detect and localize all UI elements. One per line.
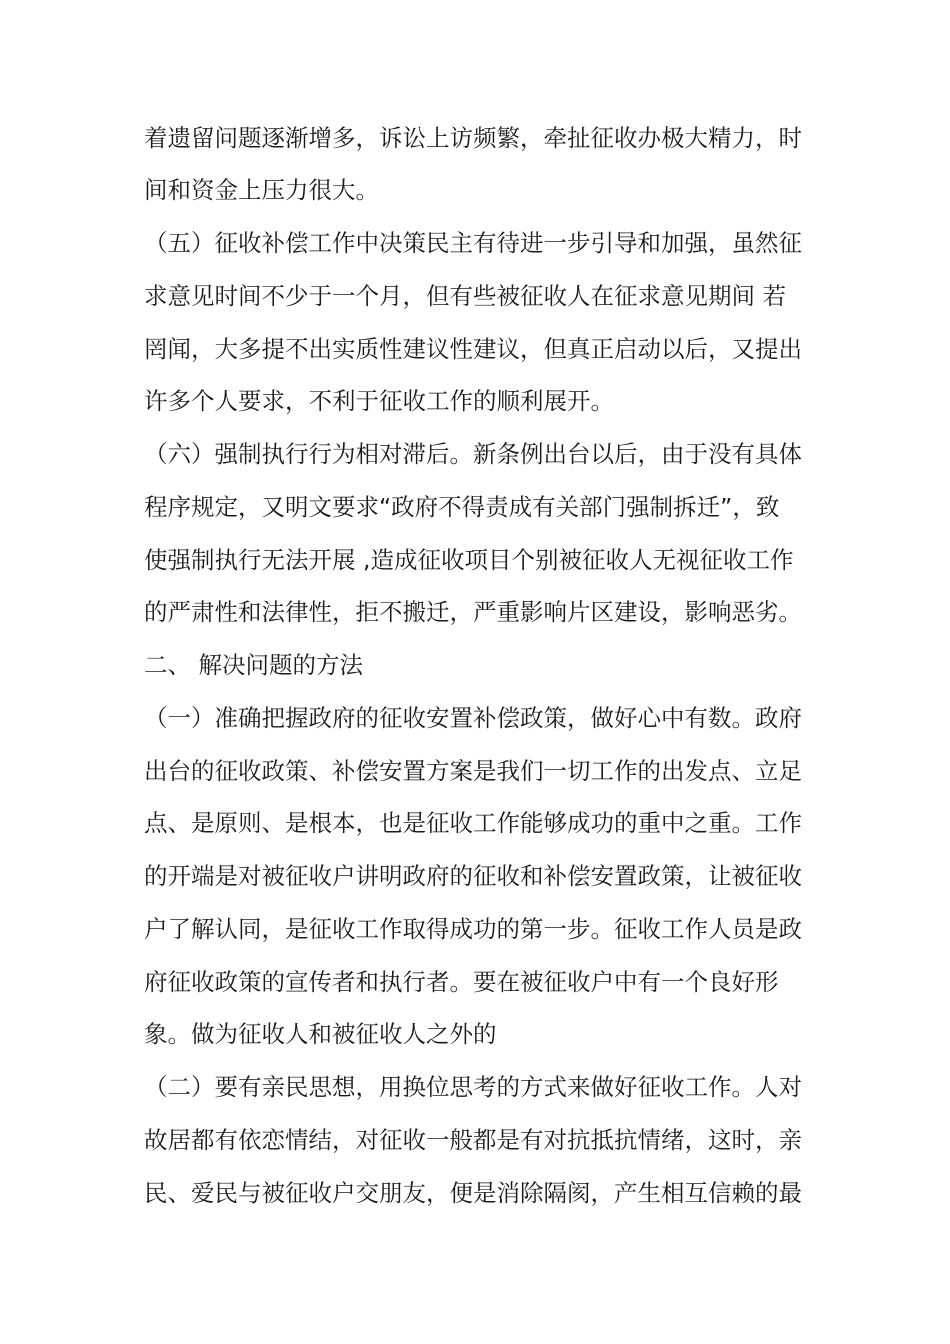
text-line: 的严肃性和法律性，拒不搬迁，严重影响片区建设，影响恶劣。 [144,598,802,626]
text-line: 点、是原则、是根本，也是征收工作能够成功的重中之重。工作 [144,809,802,837]
text-line: 民、爱民与被征收户交朋友，便是消除隔阂，产生相互信赖的最 [144,1179,802,1207]
text-line: 求意见时间不少于一个月，但有些被征收人在征求意见期间 若 [144,282,786,310]
text-line: 出台的征收政策、补偿安置方案是我们一切工作的出发点、立足 [144,757,802,785]
text-line: 着遗留问题逐渐增多，诉讼上访频繁，牵扯征收办极大精力，时 [144,124,802,152]
text-line: （五）征收补偿工作中决策民主有待进一步引导和加强，虽然征 [144,229,802,257]
text-line: 的开端是对被征收户讲明政府的征收和补偿安置政策，让被征收 [144,862,802,890]
text-line: 府征收政策的宣传者和执行者。要在被征收户中有一个良好形 [144,968,779,996]
text-line: 许多个人要求，不利于征收工作的顺利展开。 [144,387,614,415]
text-line: 使强制执行无法开展 ,造成征收项目个别被征收人无视征收工作 [144,546,794,574]
text-line: （六）强制执行行为相对滞后。新条例出台以后，由于没有具体 [144,440,802,468]
text-line: （一）准确把握政府的征收安置补偿政策，做好心中有数。政府 [144,704,802,732]
text-line: 户了解认同，是征收工作取得成功的第一步。征收工作人员是政 [144,915,802,943]
section-heading: 二、 解决问题的方法 [144,651,363,679]
text-line: 罔闻，大多提不出实质性建议性建议，但真正启动以后，又提出 [144,335,802,363]
text-line: 故居都有依恋情结，对征收一般都是有对抗抵抗情绪，这时，亲 [144,1126,802,1154]
text-line: 程序规定，又明文要求“政府不得责成有关部门强制拆迁”，致 [144,493,780,521]
text-line: （二）要有亲民思想，用换位思考的方式来做好征收工作。人对 [144,1073,802,1101]
text-line: 象。做为征收人和被征收人之外的 [144,1020,497,1048]
text-line: 间和资金上压力很大。 [144,176,379,204]
